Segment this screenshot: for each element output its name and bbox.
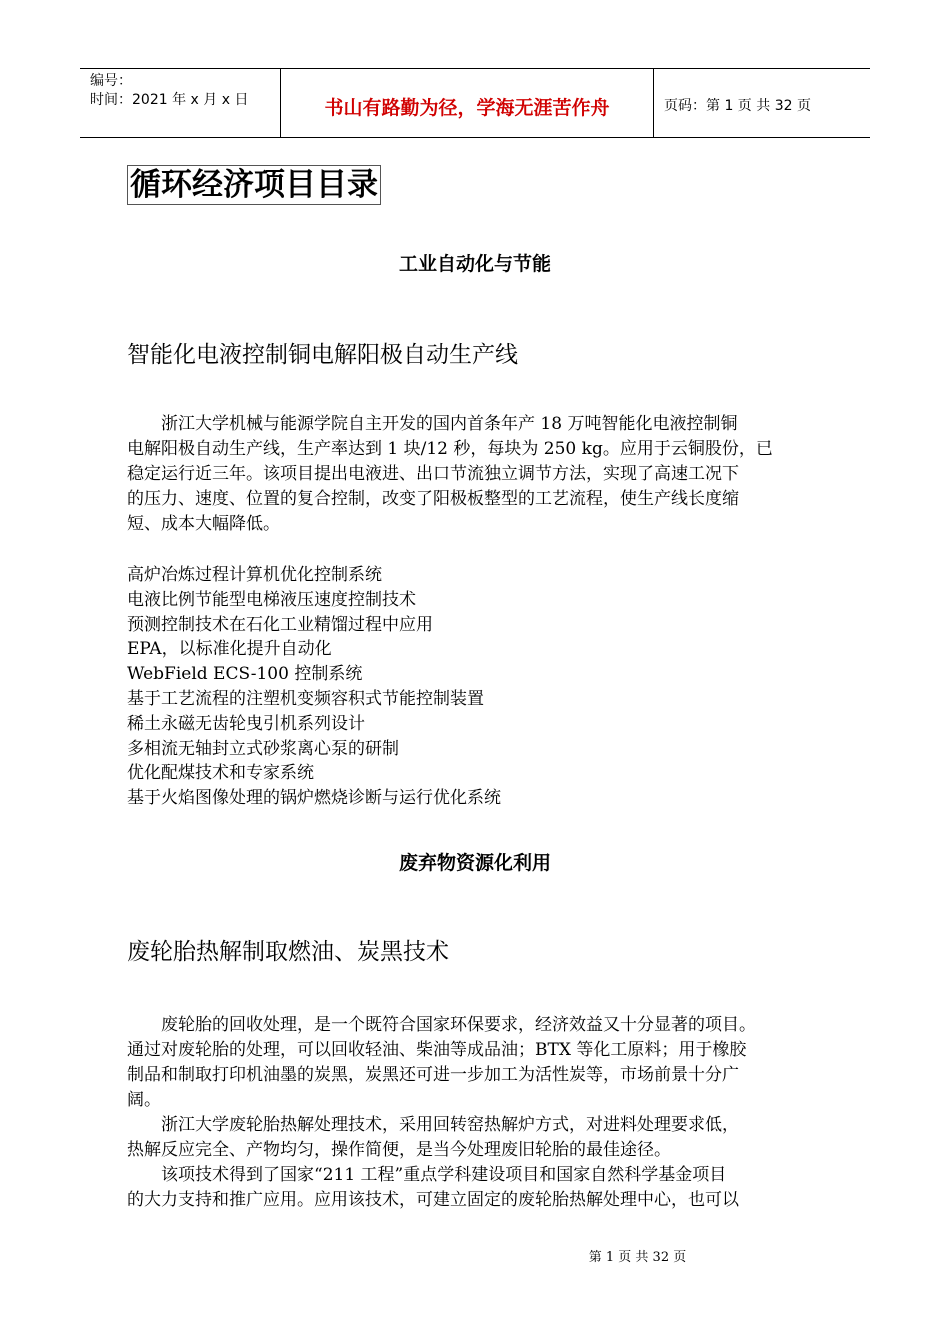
paragraph-line: 该项技术得到了国家“211 工程”重点学科建设项目和国家自然科学基金项目 xyxy=(127,1165,727,1185)
project-list-item: 基于火焰图像处理的锅炉燃烧诊断与运行优化系统 xyxy=(127,788,501,809)
page-header xyxy=(80,68,870,138)
section-title-automation: 工业自动化与节能 xyxy=(398,253,551,275)
header-motto-cell xyxy=(281,69,654,137)
document-title: 循环经济项目目录 xyxy=(127,165,381,205)
section-title-waste: 废弃物资源化利用 xyxy=(398,852,551,874)
project-list-item: WebField ECS-100 控制系统 xyxy=(127,664,363,685)
paragraph-line: 电解阳极自动生产线，生产率达到 1 块/12 秒，每块为 250 kg。应用于云铜股份，已 xyxy=(127,439,773,459)
project-list-item: 电液比例节能型电梯液压速度控制技术 xyxy=(127,589,416,610)
project-list-item: 优化配煤技术和专家系统 xyxy=(127,763,314,784)
header-page-cell xyxy=(654,69,870,137)
paragraph-line: 稳定运行近三年。该项目提出电液进、出口节流独立调节方法，实现了高速工况下 xyxy=(127,464,739,484)
paragraph-line: 短、成本大幅降低。 xyxy=(127,514,280,534)
document-date: 时间：2021 年 x 月 x 日 xyxy=(90,92,249,108)
project-description-anode-line xyxy=(127,412,827,537)
paragraph-line: 的大力支持和推广应用。应用该技术，可建立固定的废轮胎热解处理中心，也可以 xyxy=(127,1190,739,1210)
project-list-automation xyxy=(127,563,501,811)
project-list-item: 高炉冶炼过程计算机优化控制系统 xyxy=(127,565,382,585)
project-list-item: 多相流无轴封立式砂浆离心泵的研制 xyxy=(127,738,399,759)
paragraph-line: 浙江大学机械与能源学院自主开发的国内首条年产 18 万吨智能化电液控制铜 xyxy=(127,414,738,434)
header-motto: 书山有路勤为径，学海无涯苦作舟 xyxy=(324,97,610,119)
paragraph-line: 通过对废轮胎的处理，可以回收轻油、柴油等成品油；BTX 等化工原料；用于橡胶 xyxy=(127,1040,747,1060)
project-title-anode-line: 智能化电液控制铜电解阳极自动生产线 xyxy=(127,342,518,368)
project-description-tire-pyrolysis xyxy=(127,1013,827,1213)
header-page-info: 页码：第 1 页 共 32 页 xyxy=(664,98,811,114)
paragraph-line: 热解反应完全、产物均匀，操作简便，是当今处理废旧轮胎的最佳途径。 xyxy=(127,1140,671,1160)
paragraph-line: 阔。 xyxy=(127,1090,161,1110)
header-meta-cell xyxy=(80,69,281,137)
project-list-item: 稀土永磁无齿轮曳引机系列设计 xyxy=(127,713,365,734)
paragraph-line: 废轮胎的回收处理，是一个既符合国家环保要求，经济效益又十分显著的项目。 xyxy=(127,1015,756,1035)
paragraph-line: 制品和制取打印机油墨的炭黑，炭黑还可进一步加工为活性炭等，市场前景十分广 xyxy=(127,1065,739,1085)
page-footer: 第 1 页 共 32 页 xyxy=(588,1250,687,1265)
project-list-item: 预测控制技术在石化工业精馏过程中应用 xyxy=(127,614,433,635)
document-number-label: 编号： xyxy=(90,73,132,89)
project-list-item: 基于工艺流程的注塑机变频容积式节能控制装置 xyxy=(127,688,484,709)
project-title-tire-pyrolysis: 废轮胎热解制取燃油、炭黑技术 xyxy=(127,939,449,965)
paragraph-line: 的压力、速度、位置的复合控制，改变了阳极板整型的工艺流程，使生产线长度缩 xyxy=(127,489,739,509)
paragraph-line: 浙江大学废轮胎热解处理技术，采用回转窑热解炉方式，对进料处理要求低， xyxy=(127,1115,739,1135)
project-list-item: EPA，以标准化提升自动化 xyxy=(127,639,332,660)
